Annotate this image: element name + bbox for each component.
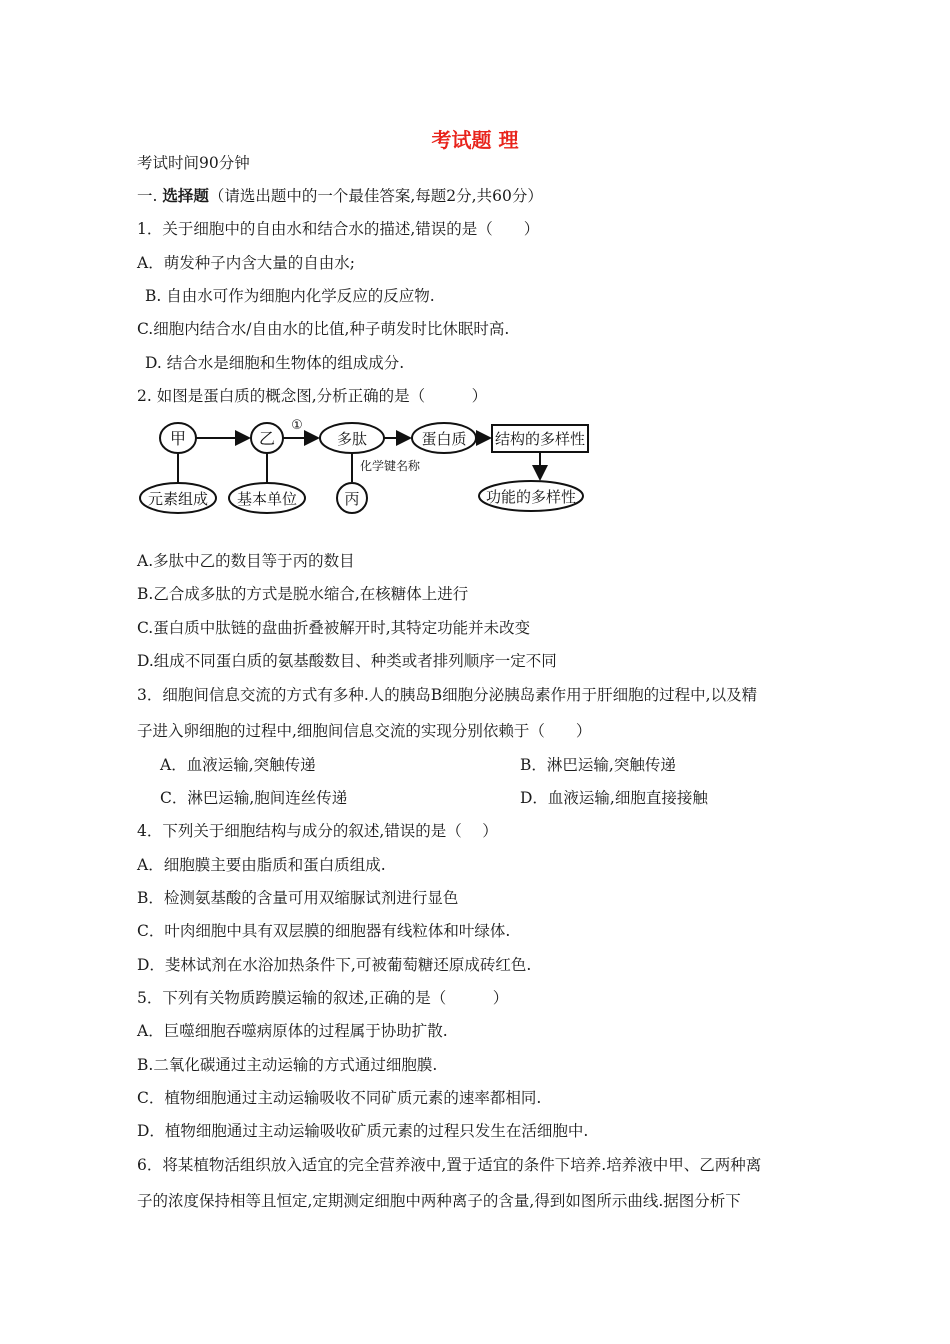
q3-option-a: A．血液运输,突触传递 (160, 756, 316, 774)
node-gongneng-label: 功能的多样性 (485, 488, 577, 506)
q6-stem-line2: 子的浓度保持相等且恒定,定期测定细胞中两种离子的含量,得到如图所示曲线.据图分析下 (137, 1192, 741, 1210)
q1-option-c: C.细胞内结合水/自由水的比值,种子萌发时比休眠时高. (137, 320, 510, 338)
protein-concept-diagram (130, 415, 600, 520)
node-jiegou-label: 结构的多样性 (494, 430, 586, 448)
q1-option-d: D. 结合水是细胞和生物体的组成成分. (145, 354, 405, 372)
section-title: 选择题 (162, 186, 209, 205)
q2-option-c: C.蛋白质中肽链的盘曲折叠被解开时,其特定功能并未改变 (137, 619, 531, 637)
q2-option-a: A.多肽中乙的数目等于丙的数目 (137, 552, 355, 570)
q4-stem: 4．下列关于细胞结构与成分的叙述,错误的是（ ） (137, 822, 498, 840)
q3-stem-line2: 子进入卵细胞的过程中,细胞间信息交流的实现分别依赖于（ ） (137, 722, 592, 740)
q3-stem-line1: 3．细胞间信息交流的方式有多种.人的胰岛B细胞分泌胰岛素作用于肝细胞的过程中,以及精 (137, 686, 758, 704)
q5-option-d: D．植物细胞通过主动运输吸收矿质元素的过程只发生在活细胞中. (137, 1122, 589, 1140)
node-duotai-label: 多肽 (336, 430, 368, 448)
q3-option-b: B．淋巴运输,突触传递 (520, 756, 676, 774)
q5-option-b: B.二氧化碳通过主动运输的方式通过细胞膜. (137, 1056, 438, 1074)
q4-option-c: C．叶肉细胞中具有双层膜的细胞器有线粒体和叶绿体. (137, 922, 511, 940)
section-note: （请选出题中的一个最佳答案,每题2分,共60分） (208, 187, 543, 205)
q4-option-b: B．检测氨基酸的含量可用双缩脲试剂进行显色 (137, 889, 459, 907)
section-heading (137, 186, 543, 206)
q5-stem: 5．下列有关物质跨膜运输的叙述,正确的是（ ） (137, 989, 509, 1007)
q6-stem-line1: 6．将某植物活组织放入适宜的完全营养液中,置于适宜的条件下培养.培养液中甲、乙两种离 (137, 1156, 762, 1174)
node-danbaizhi-label: 蛋白质 (421, 430, 467, 448)
exam-title: 考试题 理 (431, 128, 519, 152)
node-jia-label: 甲 (169, 429, 187, 448)
bond-name-label: 化学键名称 (360, 459, 421, 473)
node-bing-label: 丙 (344, 490, 360, 508)
q2-stem: 2. 如图是蛋白质的概念图,分析正确的是（ ） (137, 387, 488, 405)
exam-time: 考试时间90分钟 (137, 154, 250, 172)
q4-option-d: D．斐林试剂在水浴加热条件下,可被葡萄糖还原成砖红色. (137, 956, 532, 974)
node-yuansu-label: 元素组成 (147, 490, 209, 508)
node-yi-label: 乙 (258, 429, 276, 448)
q5-option-c: C．植物细胞通过主动运输吸收不同矿质元素的速率都相同. (137, 1089, 542, 1107)
node-jiben-label: 基本单位 (236, 490, 298, 508)
step-one-marker: ① (291, 418, 303, 433)
q2-option-b: B.乙合成多肽的方式是脱水缩合,在核糖体上进行 (137, 585, 469, 603)
q1-option-b: B. 自由水可作为细胞内化学反应的反应物. (145, 287, 435, 305)
q3-option-d: D．血液运输,细胞直接接触 (520, 789, 708, 807)
q3-option-c: C．淋巴运输,胞间连丝传递 (160, 789, 348, 807)
q5-option-a: A．巨噬细胞吞噬病原体的过程属于协助扩散. (137, 1022, 448, 1040)
section-number: 一. (137, 187, 163, 205)
q4-option-a: A．细胞膜主要由脂质和蛋白质组成. (137, 856, 386, 874)
q2-option-d: D.组成不同蛋白质的氨基酸数目、种类或者排列顺序一定不同 (137, 652, 557, 670)
q1-option-a: A．萌发种子内含大量的自由水; (137, 254, 355, 272)
q1-stem: 1．关于细胞中的自由水和结合水的描述,错误的是（ ） (137, 220, 540, 238)
